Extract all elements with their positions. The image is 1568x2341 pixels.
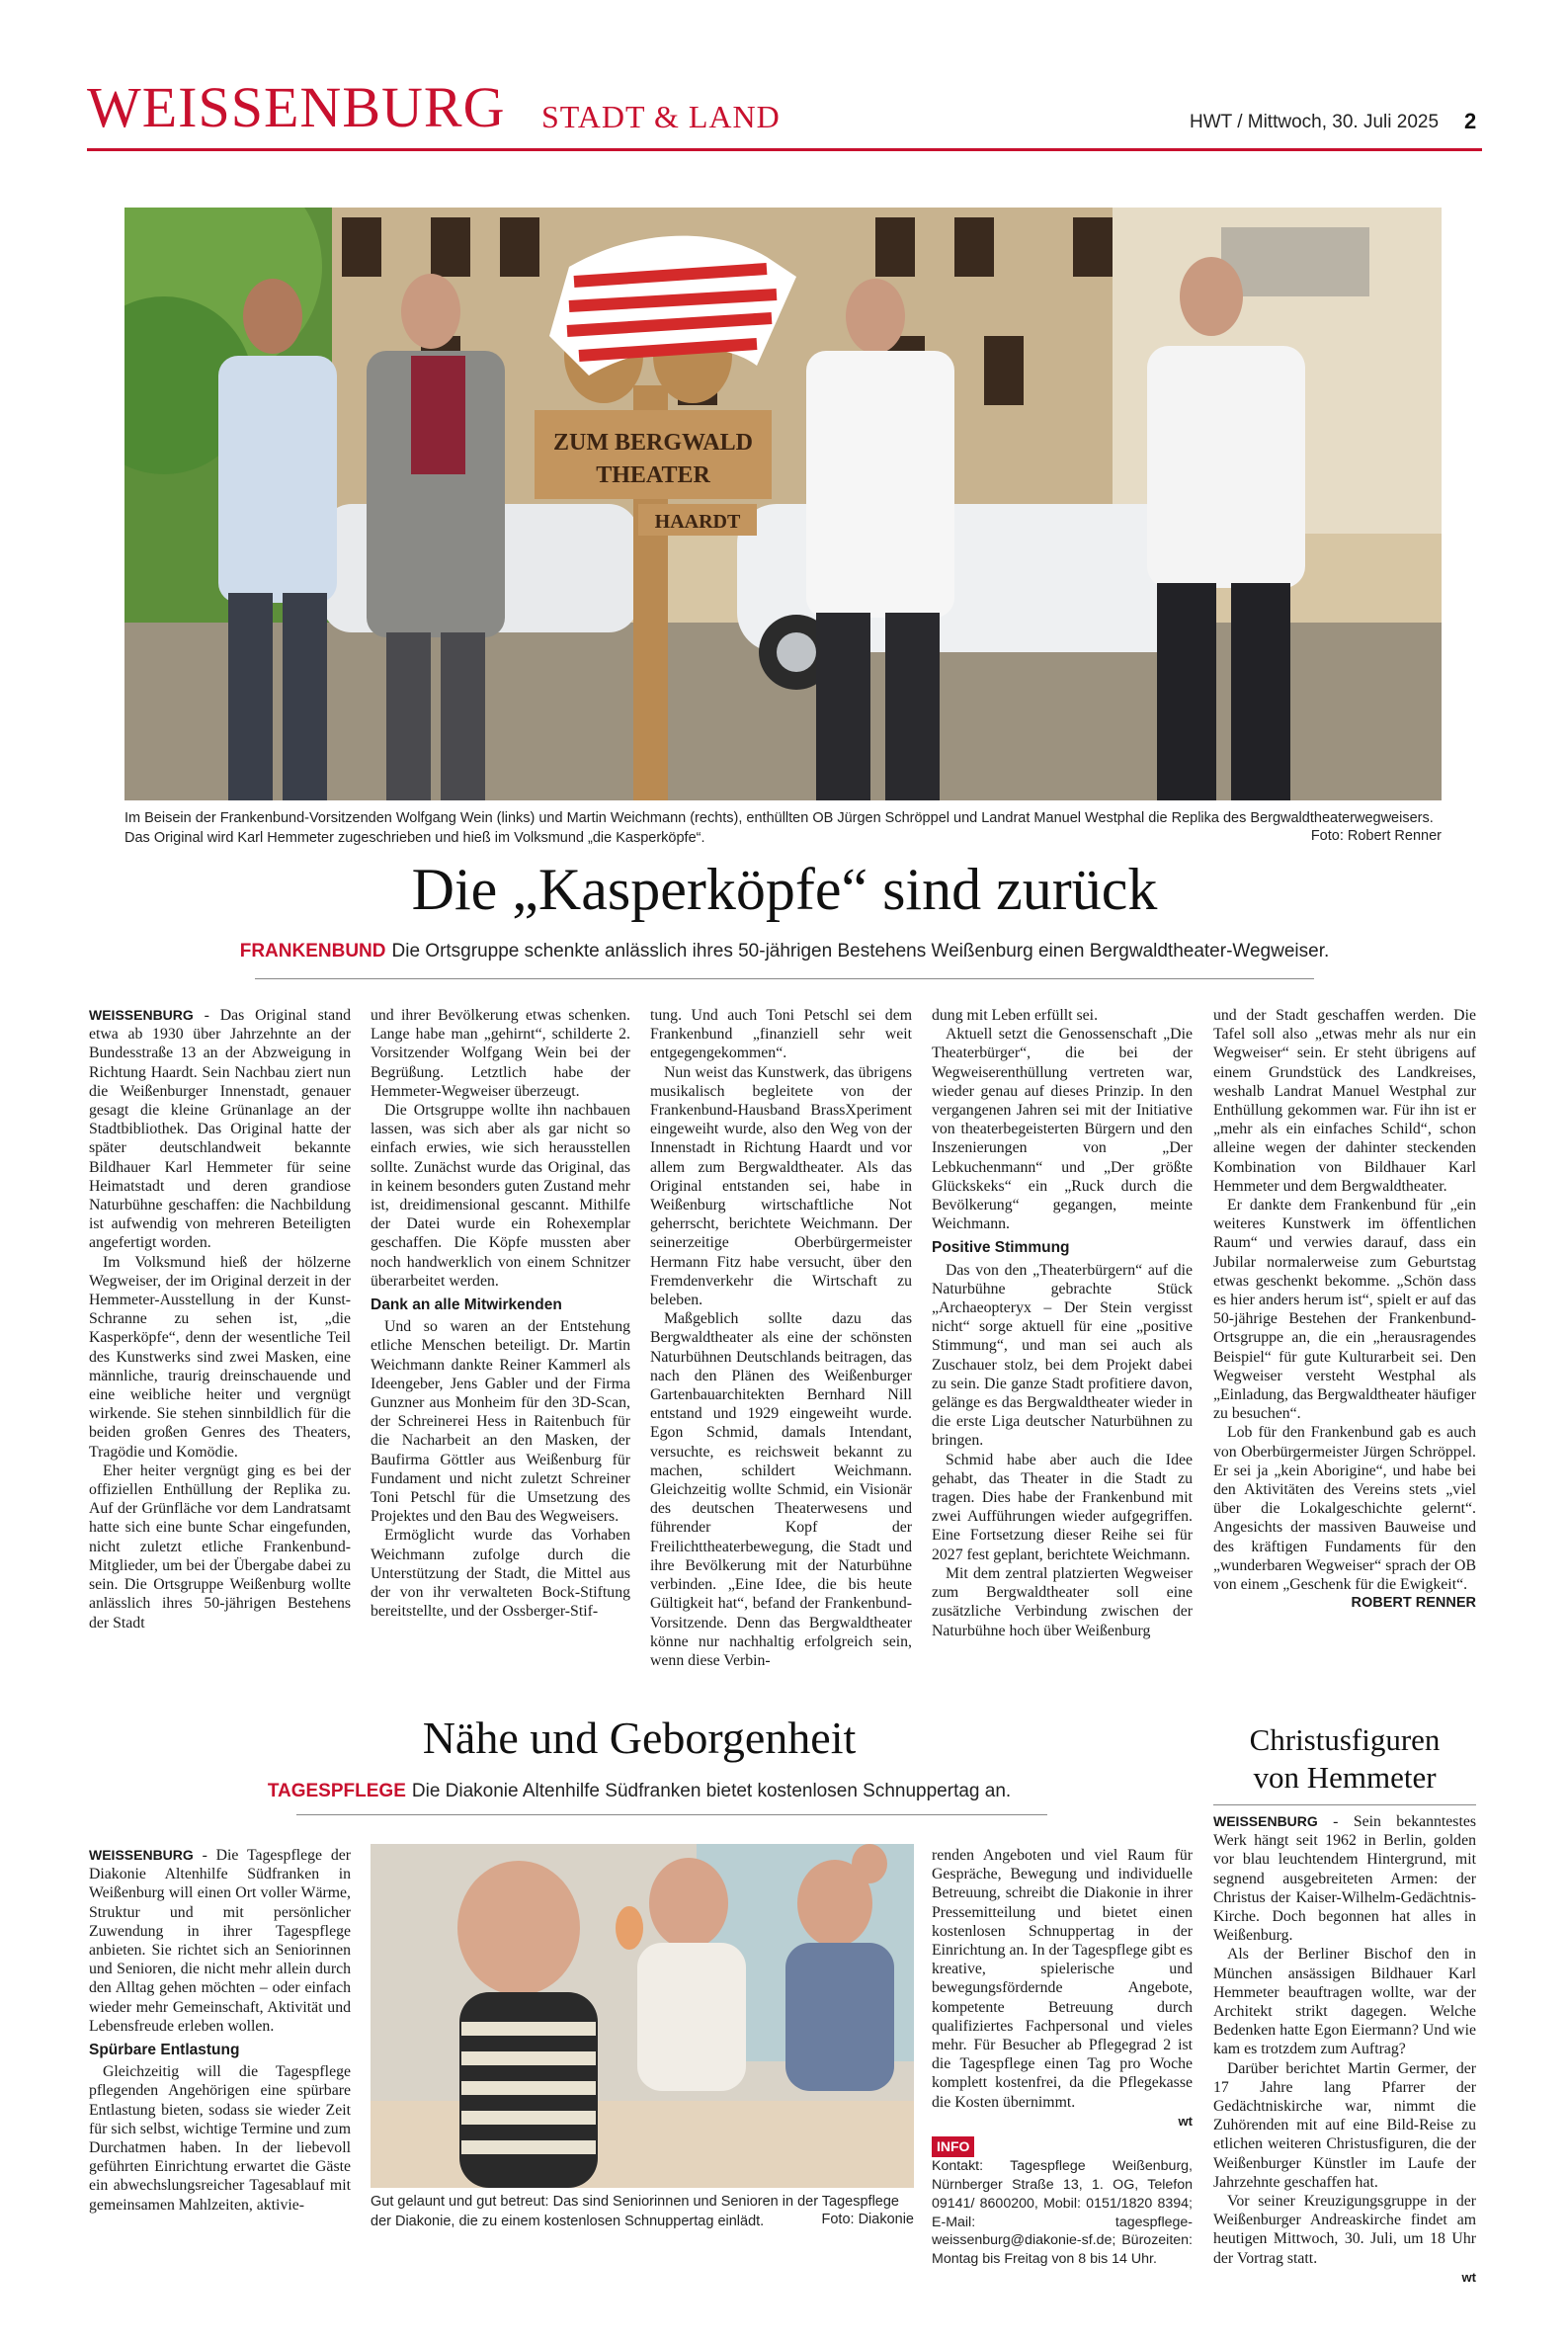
article1-author: ROBERT RENNER bbox=[1351, 1595, 1476, 1612]
article1-subline-text: Die Ortsgruppe schenkte anlässlich ihres 50-jährigen Bestehens Weißenburg einen Bergwaldtheater-Wegweiser. bbox=[391, 941, 1330, 961]
article1-dateline: WEISSENBURG bbox=[89, 1007, 194, 1023]
article2-paragraph: - Die Tagespflege der Diakonie Altenhilfe Südfranken in Weißenburg will einen Ort voller Wärme, Struktur und mit persönlicher Zuwendung in ihrer Tagespflege anbieten. Sie richtet sich an Seniorinnen und Senioren, die nicht mehr allein durch den Alltag gehen möchten – oder einfach wieder mehr Gemeinschaft, Aktivität und Lebensfreude erleben wollen. bbox=[89, 1847, 351, 2035]
masthead-title: WEISSENBURG bbox=[87, 75, 506, 139]
article3-headline bbox=[1213, 1721, 1476, 1797]
article3-headline-line1: Christusfiguren bbox=[1249, 1722, 1441, 1757]
article1-paragraph: Er dankte dem Frankenbund für „ein weiteres Kunstwerk im öffentlichen Raum“ und verwies darauf, dass ein Jubilar normalerweise zum Geburtstag etwas geschenkt bekomme. „Schön dass es hier anders herum ist“, spielt er auf das 50-jährige Bestehen der Frankenbund-Ortsgruppe an, die ein „herausragendes Beispiel“ für gute Kulturarbeit sei. Den Wegweiser versteht Westphal als „Einladung, das Bergwaldtheater häufiger zu besuchen“. bbox=[1213, 1197, 1476, 1423]
article1-subheading: Positive Stimmung bbox=[932, 1239, 1070, 1257]
article3-dateline: WEISSENBURG bbox=[1213, 1813, 1318, 1829]
article2-paragraph: renden Angeboten und viel Raum für Gespräche, Bewegung und individuelle Betreuung, schreibt die Diakonie in ihrer Pressemitteilung und bietet einen kostenlosen Schnuppertag in der Einrichtung an. In der Tagespflege gibt es kreative, spielerische und bewegungsfördernde Angebote, kompetente Betreuung durch qualifiziertes Fachpersonal und vieles mehr. Für Besucher ab Pflegegrad 2 ist die Tagespflege einen Tag pro Woche komplett kostenfrei, da die Pflegekasse die Kosten übernimmt. bbox=[932, 1847, 1193, 2111]
article2-dateline: WEISSENBURG bbox=[89, 1847, 194, 1863]
article1-paragraph: Im Volksmund hieß der hölzerne Wegweiser, der im Original derzeit in der Hemmeter-Ausstellung in der Kunst-Schranne zu sehen ist, „die Kasperköpfe“, denn der wesentliche Teil des Kunstwerks sind zwei Masken, eine männliche, traurig dreinschauende und eine weibliche heiter und vergnügt wirkende. Sie stehen sinnbildlich für die beiden großen Genres des Theaters, Tragödie und Komödie. bbox=[89, 1253, 351, 1461]
article1-column-5 bbox=[1213, 1006, 1476, 1614]
article3-paragraph: Vor seiner Kreuzigungsgruppe in der Weißenburger Andreaskirche findet am heutigen Mittwoch, 30. Juli, um 18 Uhr der Vortrag statt. bbox=[1213, 2193, 1476, 2267]
masthead-rule bbox=[87, 148, 1482, 151]
headline-divider bbox=[255, 978, 1314, 979]
article1-paragraph: Ermöglicht wurde das Vorhaben Weichmann zufolge durch die Unterstützung der Stadt, die Mittel aus der von ihr verwalteten Bock-Stiftung bereitstellte, und der Ossberger-Stif- bbox=[371, 1527, 630, 1621]
page-number: 2 bbox=[1464, 109, 1477, 133]
article2-subline-text: Die Diakonie Altenhilfe Südfranken bietet kostenlosen Schnuppertag an. bbox=[411, 1781, 1012, 1801]
article1-column-2 bbox=[371, 1006, 630, 1622]
article3-column bbox=[1213, 1812, 1476, 2287]
article1-paragraph: Mit dem zentral platzierten Wegweiser zum Bergwaldtheater soll eine zusätzliche Verbindung zwischen der Naturbühne hoch über Weißenburg bbox=[932, 1564, 1193, 1639]
article2-column-3 bbox=[932, 1846, 1193, 2269]
article3-paragraph: Darüber berichtet Martin Germer, der 17 Jahre lang Pfarrer der Gedächtniskirche war, nimmt die Zuhörenden mit auf eine Bild-Reise zu etlichen weiteren Christusfiguren, die der Weißenburger Künstler im Laufe der Jahrzehnte geschaffen hat. bbox=[1213, 2059, 1476, 2191]
article1-paragraph: - Das Original stand etwa ab 1930 über Jahrzehnte an der Bundesstraße 13 an der Abzweigung in Richtung Haardt. Sein Nachbau ziert nun die Weißenburger Innenstadt, genauer gesagt die kleine Grünanlage an der Stadtbibliothek. Das Original hatte der später deutschlandweit bekannte Bildhauer Karl Hemmeter für seine Heimatstadt und deren grandiose Naturbühne geschaffen: die Nachbildung ist aufwendig von mehreren Beteiligten angefertigt worden. bbox=[89, 1007, 351, 1252]
article2-kicker: TAGESPFLEGE bbox=[267, 1781, 406, 1801]
sign-text-haardt: HAARDT bbox=[654, 511, 741, 533]
article1-paragraph: Maßgeblich sollte dazu das Bergwaldtheater als eine der schönsten Naturbühnen Deutschlands beitragen, das nach den Plänen des Weißenburger Gartenbauarchitekten Bernhard Nill entstand und 1929 eingeweiht wurde. Egon Schmid, damals Intendant, versuchte, es reichsweit bekannt zu machen, schildert Weichmann. Gleichzeitig wollte Schmid, ein Visionär des deutschen Theaterwesens und führender Kopf der Freilichttheaterbewegung, die Stadt und ihre Bevölkerung mit der Naturbühne verbinden. „Eine Idee, die bis heute Gültigkeit hat“, befand der Frankenbund-Vorsitzende. Denn das Bergwaldtheater könne nur nachhaltig erfolgreich sein, wenn diese Verbin- bbox=[650, 1310, 912, 1669]
article1-column-1 bbox=[89, 1006, 351, 1632]
article1-subheading: Dank an alle Mitwirkenden bbox=[371, 1296, 562, 1314]
article2-signature: wt bbox=[1178, 2113, 1193, 2129]
article1-paragraph: tung. Und auch Toni Petschl sei dem Frankenbund „finanziell sehr weit entgegengekommen“. bbox=[650, 1007, 912, 1062]
article2-subheading: Spürbare Entlastung bbox=[89, 2042, 240, 2059]
article1-paragraph: dung mit Leben erfüllt sei. bbox=[932, 1007, 1099, 1024]
article1-paragraph: Nun weist das Kunstwerk, das übrigens musikalisch begleitete von der Frankenbund-Hausband BrassXperiment eingeweiht wurde, also den Weg von der Innenstadt in Richtung Haardt und vor allem zum Bergwaldtheater. Als das Original entstanden sei, habe in Weißenburg wirtschaftliche Not geherrscht, berichtete Weichmann. Der seinerzeitige Oberbürgermeister Hermann Fitz habe versucht, über den Fremdenverkehr die Wirtschaft zu beleben. bbox=[650, 1063, 912, 1309]
article1-paragraph: Schmid habe aber auch die Idee gehabt, das Theater in die Stadt zu tragen. Dies habe der Frankenbund mit zwei Aufführungen wieder aufgegriffen. Eine Fortsetzung dieser Reihe sei für 2027 fest geplant, berichtete Weichmann. bbox=[932, 1451, 1193, 1563]
unveiling-photo bbox=[124, 208, 1442, 800]
masthead-date: HWT / Mittwoch, 30. Juli 2025 bbox=[1190, 112, 1440, 132]
article1-paragraph: und ihrer Bevölkerung etwas schenken. Lange habe man „gehirnt“, schilderte 2. Vorsitzender Wolfgang Wein bei der Begrüßung. Letztlich habe der Hemmeter-Wegweiser überzeugt. bbox=[371, 1007, 630, 1100]
article1-kicker: FRANKENBUND bbox=[239, 941, 386, 961]
article1-paragraph: Eher heiter vergnügt ging es bei der offiziellen Enthüllung der Replika zu. Auf der Grünfläche vor dem Landratsamt hatte sich eine bunte Schar eingefunden, nicht zuletzt etliche Frankenbund-Mitglieder, um bei der Übergabe dabei zu sein. Die Ortsgruppe Weißenburg wollte anlässlich ihres 50-jährigen Bestehens der Stadt bbox=[89, 1462, 351, 1631]
unveiling-photo-credit: Foto: Robert Renner bbox=[1310, 828, 1442, 844]
article1-headline: Die „Kasperköpfe“ sind zurück bbox=[411, 857, 1158, 922]
sign-text-theater: THEATER bbox=[596, 462, 710, 488]
article1-paragraph: Lob für den Frankenbund gab es auch von Oberbürgermeister Jürgen Schröppel. Er sei ja „kein Aborigine“, und habe bei den Aktivitäten des Vereins stets „viel über die Lokalgeschichte gelernt“. Angesichts der massiven Bauweise und des kräftigen Fundaments für den „wunderbaren Wegweiser“ sprach der OB von einem „Geschenk für die Ewigkeit“. bbox=[1213, 1424, 1476, 1594]
article3-headline-line2: von Hemmeter bbox=[1253, 1760, 1437, 1795]
article1-column-4 bbox=[932, 1006, 1193, 1640]
article2-divider bbox=[296, 1814, 1047, 1815]
article3-divider bbox=[1213, 1804, 1476, 1805]
article3-paragraph: - Sein bekanntestes Werk hängt seit 1962 in Berlin, golden vor blau leuchtendem Hintergrund, mit segnend ausgebreiteten Armen: der Christus der Kaiser-Wilhelm-Gedächtnis-Kirche. Doch begonnen hat alles in Weißenburg. bbox=[1213, 1813, 1476, 1945]
article2-subline bbox=[87, 1781, 1192, 1802]
daycare-photo bbox=[371, 1844, 914, 2188]
article1-paragraph: Und so waren an der Entstehung etliche Menschen beteiligt. Dr. Martin Weichmann dankte Reiner Kammerl als Ideengeber, Jens Gabler und der Firma Gunzner aus Monheim für den 3D-Scan, der Schreinerei Hess in Raitenbuch für die Nacharbeit an den Masken, der Baufirma Göttler aus Weißenburg für Fundament und nicht zuletzt Schreiner Toni Petschl für die Umsetzung des Projektes und den Bau des Wegweisers. bbox=[371, 1318, 630, 1526]
unveiling-photo-image bbox=[124, 208, 1442, 800]
article2-headline: Nähe und Geborgenheit bbox=[422, 1713, 857, 1763]
article3-paragraph: Als der Berliner Bischof den in München ansässigen Bildhauer Karl Hemmeter beauftragen wollte, war der Architekt strikt dagegen. Welche Bedenken hatte Egon Eiermann? Und wie kam es trotzdem zum Auftrag? bbox=[1213, 1946, 1476, 2058]
article3-signature: wt bbox=[1461, 2269, 1476, 2285]
info-box-label: INFO bbox=[932, 2136, 974, 2157]
daycare-photo-caption: Gut gelaunt und gut betreut: Das sind Seniorinnen und Senioren in der Tagespflege der Diakonie, die zu einem kostenlosen Schnuppertag einlädt. bbox=[371, 2194, 899, 2229]
article1-paragraph: und der Stadt geschaffen werden. Die Tafel soll also „etwas mehr als nur ein Wegweiser“ sein. Er steht übrigens auf einem Grundstück des Landkreises, weshalb Landrat Manuel Westphal zur Enthüllung gekommen war. Für ihn ist er „mehr als ein einfaches Schild“, schon alleine wegen der dahinter steckenden Kombination von Bildhauer Karl Hemmeter und dem Bergwaldtheater. bbox=[1213, 1007, 1476, 1195]
article1-column-3 bbox=[650, 1006, 912, 1670]
daycare-photo-image bbox=[371, 1844, 914, 2188]
article1-subline bbox=[87, 941, 1482, 962]
masthead-subtitle: STADT & LAND bbox=[541, 99, 781, 134]
article1-paragraph: Aktuell setzt die Genossenschaft „Die Theaterbürger“, die bei der Wegweiserenthüllung vertreten war, wieder genau auf dieses Prinzip. In den vergangenen Jahren sei mit der Initiative von theaterbegeisterten Bürgern und den Inszenierungen von „Der Lebkuchenmann“ und „Der größte Glückskeks“ ein „Ruck durch die Bevölkerung“ gegangen, meinte Weichmann. bbox=[932, 1026, 1193, 1233]
article1-paragraph: Das von den „Theaterbürgern“ auf die Naturbühne gebrachte Stück „Archaeopteryx – Der Stein vergisst nicht“ sorge aktuell für eine „positive Stimmung“, und man sei auch als Zuschauer stolz, bei dem Projekt dabei zu sein. Die ganze Stadt profitiere davon, gelänge es das Bergwaldtheater wieder in die erste Liga deutscher Naturbühnen zu bringen. bbox=[932, 1261, 1193, 1450]
article1-paragraph: Die Ortsgruppe wollte ihn nachbauen lassen, was sich aber als gar nicht so einfach erwies, wie sich herausstellen sollte. Zunächst wurde das Original, das in keinem besonders guten Zustand mehr ist, dreidimensional gescannt. Mithilfe der Datei wurde ein Rohexemplar geschaffen. Die Köpfe mussten aber noch handwerklich von einem Schnitzer überarbeitet werden. bbox=[371, 1102, 630, 1290]
unveiling-photo-caption: Im Beisein der Frankenbund-Vorsitzenden Wolfgang Wein (links) und Martin Weichmann (rechts), enthüllten OB Jürgen Schröppel und Landrat Manuel Westphal die Replika des Bergwaldtheaterwegweisers. Das Original wird Karl Hemmeter zugeschrieben und hieß im Volksmund „die Kasperköpfe“. bbox=[124, 810, 1434, 846]
daycare-photo-credit: Foto: Diakonie bbox=[821, 2212, 914, 2227]
info-box-text: Kontakt: Tagespflege Weißenburg, Nürnberger Straße 13, 1. OG, Telefon 09141/ 8600200, Mobil: 0151/1820 8394; E-Mail: tagespflege-weissenburg@diakonie-sf.de; Bürozeiten: Montag bis Freitag von 8 bis 14 Uhr. bbox=[932, 2158, 1193, 2268]
article2-paragraph: Gleichzeitig will die Tagespflege pflegenden Angehörigen eine spürbare Entlastung bieten, sodass sie wieder Zeit für sich selbst, wichtige Termine und zum Durchatmen haben. In der liebevoll geführten Einrichtung erwartet die Gäste ein abwechslungsreicher Tagesablauf mit gemeinsamen Mahlzeiten, aktivie- bbox=[89, 2063, 351, 2214]
article2-column-1 bbox=[89, 1846, 351, 2215]
sign-text-bergwald: ZUM BERGWALD bbox=[552, 430, 754, 456]
